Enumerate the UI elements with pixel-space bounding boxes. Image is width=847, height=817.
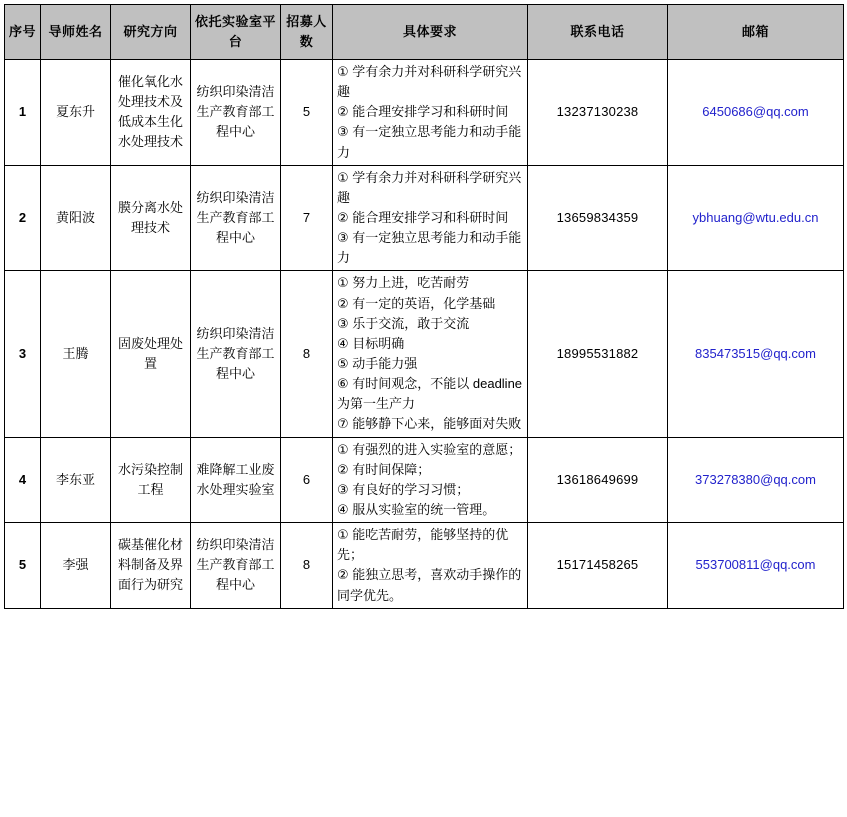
cell-phone: 13659834359 [528,165,668,271]
cell-advisor-name: 李强 [41,523,111,609]
requirement-line: ② 能合理安排学习和科研时间 [337,104,509,120]
requirement-line: ③ 有一定独立思考能力和动手能力 [337,124,522,160]
column-header-email-text: 邮箱 [741,23,769,39]
requirement-line: ③ 有一定独立思考能力和动手能力 [337,230,522,266]
cell-index: 4 [5,437,41,523]
column-header-recruit-count-text: 招募人数 [286,13,327,49]
cell-recruit-count: 8 [281,523,333,609]
cell-advisor-name: 王腾 [41,271,111,437]
requirement-line: ⑤ 动手能力强 [337,355,418,371]
cell-phone: 15171458265 [528,523,668,609]
table-row [5,165,844,271]
cell-advisor-name: 李东亚 [41,437,111,523]
requirement-line: ⑦ 能够静下心来，能够面对失败 [337,416,522,432]
cell-research-field: 催化氧化水处理技术及低成本生化水处理技术 [111,60,191,166]
requirement-line: ④ 目标明确 [337,335,405,351]
cell-requirements [333,437,528,523]
requirement-line: ② 有时间保障； [337,461,431,477]
table-body [5,60,844,609]
requirement-line: ① 努力上进，吃苦耐劳 [337,275,470,291]
column-header-requirements [333,5,528,60]
requirement-line: ② 能合理安排学习和科研时间 [337,209,509,225]
cell-index: 1 [5,60,41,166]
cell-requirements [333,165,528,271]
requirement-line: ② 有一定的英语，化学基础 [337,295,496,311]
requirement-line: ① 学有余力并对科研科学研究兴趣 [337,169,522,205]
column-header-lab-platform-text: 依托实验室平台 [195,13,277,49]
cell-requirements [333,271,528,437]
cell-advisor-name: 黄阳波 [41,165,111,271]
cell-email[interactable]: 6450686@qq.com [668,60,844,166]
header-row [5,5,844,60]
cell-recruit-count: 5 [281,60,333,166]
cell-research-field: 膜分离水处理技术 [111,165,191,271]
requirement-line: ① 能吃苦耐劳，能够坚持的优先； [337,527,509,563]
cell-index: 3 [5,271,41,437]
requirement-line: ① 学有余力并对科研科学研究兴趣 [337,64,522,100]
cell-research-field: 固废处理处置 [111,271,191,437]
table-row [5,271,844,437]
requirement-line: ② 能独立思考，喜欢动手操作的同学优先。 [337,567,522,603]
cell-requirements [333,523,528,609]
cell-email[interactable]: 835473515@qq.com [668,271,844,437]
cell-recruit-count: 7 [281,165,333,271]
cell-phone: 18995531882 [528,271,668,437]
column-header-research-field [111,5,191,60]
cell-phone: 13237130238 [528,60,668,166]
recruitment-table [4,4,844,609]
column-header-email [668,5,844,60]
table-row [5,60,844,166]
column-header-requirements-text: 具体要求 [402,23,457,39]
column-header-index [5,5,41,60]
cell-lab-platform: 纺织印染清洁生产教育部工程中心 [191,523,281,609]
table-header [5,5,844,60]
requirement-line: ③ 有良好的学习习惯； [337,481,470,497]
cell-requirements [333,60,528,166]
column-header-advisor-name-text: 导师姓名 [48,23,103,39]
column-header-index-line1: 序号 [9,23,37,39]
cell-research-field: 碳基催化材料制备及界面行为研究 [111,523,191,609]
requirement-line: ⑥ 有时间观念，不能以 deadline 为第一生产力 [337,376,523,412]
requirement-line: ③ 乐于交流，敢于交流 [337,315,470,331]
cell-lab-platform: 纺织印染清洁生产教育部工程中心 [191,271,281,437]
cell-lab-platform: 纺织印染清洁生产教育部工程中心 [191,165,281,271]
cell-recruit-count: 6 [281,437,333,523]
cell-email[interactable]: ybhuang@wtu.edu.cn [668,165,844,271]
requirement-line: ① 有强烈的进入实验室的意愿； [337,441,522,457]
cell-email[interactable]: 373278380@qq.com [668,437,844,523]
cell-index: 5 [5,523,41,609]
table-row [5,523,844,609]
cell-lab-platform: 纺织印染清洁生产教育部工程中心 [191,60,281,166]
requirement-line: ④ 服从实验室的统一管理。 [337,501,496,517]
cell-lab-platform: 难降解工业废水处理实验室 [191,437,281,523]
column-header-lab-platform [191,5,281,60]
cell-email[interactable]: 553700811@qq.com [668,523,844,609]
table-row [5,437,844,523]
column-header-advisor-name [41,5,111,60]
column-header-research-field-text: 研究方向 [123,23,178,39]
cell-advisor-name: 夏东升 [41,60,111,166]
cell-index: 2 [5,165,41,271]
cell-phone: 13618649699 [528,437,668,523]
column-header-phone [528,5,668,60]
column-header-recruit-count [281,5,333,60]
column-header-phone-text: 联系电话 [570,23,625,39]
cell-recruit-count: 8 [281,271,333,437]
cell-research-field: 水污染控制工程 [111,437,191,523]
